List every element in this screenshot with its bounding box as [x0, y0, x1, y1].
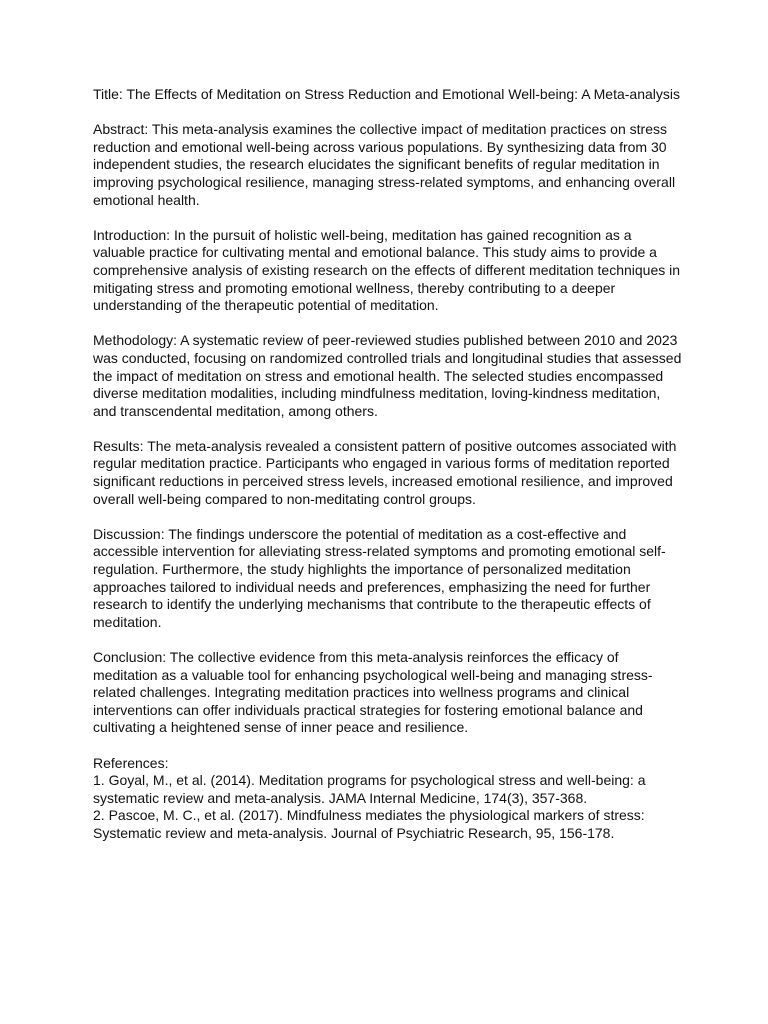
document-title: Title: The Effects of Meditation on Stress Reduction and Emotional Well-being: A Meta-analysis [93, 86, 681, 102]
methodology-paragraph: Methodology: A systematic review of peer-reviewed studies published between 2010 and 2023 was conducted, focusing on randomized controlled trials and longitudinal studies that assessed the impact of meditation on stress and emotional health. The selected studies encompassed diverse meditation modalities, including mindfulness meditation, loving-kindness meditation, and transcendental meditation, among others. [93, 332, 682, 419]
document-page [93, 86, 683, 843]
references-heading: References: [93, 754, 169, 771]
discussion-paragraph: Discussion: The findings underscore the potential of meditation as a cost-effective and accessible intervention for alleviating stress-related symptoms and promoting emotional self-regulation. Furthermore, the study highlights the importance of personalized meditation approaches tailored to individual needs and preferences, emphasizing the need for further research to identify the underlying mechanisms that contribute to the therapeutic effects of meditation. [93, 525, 666, 630]
results-paragraph: Results: The meta-analysis revealed a consistent pattern of positive outcomes associated with regular meditation practice. Participants who engaged in various forms of meditation reported significant reductions in perceived stress levels, increased emotional resilience, and improved overall well-being compared to non-meditating control groups. [93, 437, 677, 507]
conclusion-paragraph: Conclusion: The collective evidence from this meta-analysis reinforces the efficacy of meditation as a valuable tool for enhancing psychological well-being and managing stress-related challenges. Integrating meditation practices into wellness programs and clinical interventions can offer individuals practical strategies for fostering emotional balance and cultivating a heightened sense of inner peace and resilience. [93, 649, 653, 736]
references-section [93, 755, 683, 843]
introduction-paragraph: Introduction: In the pursuit of holistic well-being, meditation has gained recognition as a valuable practice for cultivating mental and emotional balance. This study aims to provide a comprehensive analysis of existing research on the effects of different meditation techniques in mitigating stress and promoting emotional wellness, thereby contributing to a deeper understanding of the therapeutic potential of meditation. [93, 226, 681, 314]
reference-item: 2. Pascoe, M. C., et al. (2017). Mindfulness mediates the physiological markers of stress: Systematic review and meta-analysis. Journal of Psychiatric Research, 95, 156-178. [93, 807, 645, 841]
abstract-paragraph: Abstract: This meta-analysis examines the collective impact of meditation practices on stress reduction and emotional well-being across various populations. By synthesizing data from 30 independent studies, the research elucidates the significant benefits of regular meditation in improving psychological resilience, managing stress-related symptoms, and enhancing overall emotional health. [93, 121, 676, 208]
reference-item: 1. Goyal, M., et al. (2014). Meditation programs for psychological stress and well-being: a systematic review and meta-analysis. JAMA Internal Medicine, 174(3), 357-368. [93, 772, 646, 806]
